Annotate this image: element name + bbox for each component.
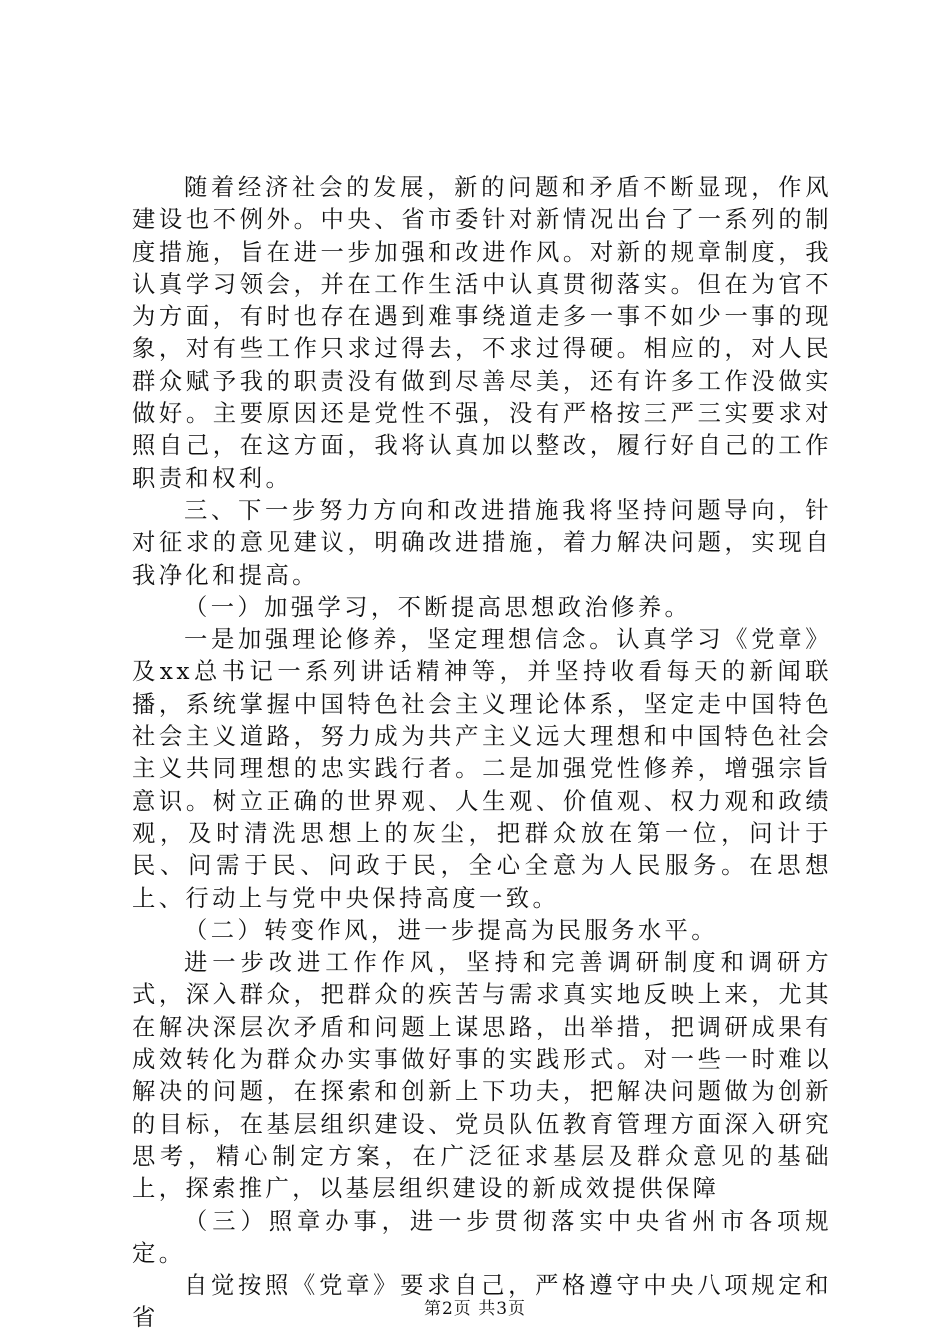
heading-regulations: （三）照章办事，进一步贯彻落实中央省州市各项规定。 [132, 1207, 832, 1267]
paragraph-research: 进一步改进工作作风，坚持和完善调研制度和调研方式，深入群众，把群众的疾苦与需求真实地反映上来，尤其在解决深层次矛盾和问题上谋思路，出举措，把调研成果有成效转化为群众办实事做好事的实践形式。对一些一时难以解决的问题，在探索和创新上下功夫，把解决问题做为创新的目标，在基层组织建设、党员队伍教育管理方面深入研究思考，精心制定方案，在广泛征求基层及群众意见的基础上，探索推广，以基层组织建设的新成效提供保障 [132, 949, 832, 1203]
paragraph-party-constitution: 自觉按照《党章》要求自己，严格遵守中央八项规定和省 [132, 1272, 832, 1332]
paragraph-theory: 一是加强理论修养，坚定理想信念。认真学习《党章》及xx总书记一系列讲话精神等，并坚持收看每天的新闻联播，系统掌握中国特色社会主义理论体系，坚定走中国特色社会主义道路，努力成为共产主义远大理想和中国特色社会主义共同理想的忠实践行者。二是加强党性修养，增强宗旨意识。树立正确的世界观、人生观、价值观、权力观和政绩观，及时清洗思想上的灰尘，把群众放在第一位，问计于民、问需于民、问政于民，全心全意为人民服务。在思想上、行动上与党中央保持高度一致。 [132, 626, 832, 912]
page-number: 第2页 共3页 [423, 1299, 527, 1319]
paragraph-work-style: 随着经济社会的发展，新的问题和矛盾不断显现，作风建设也不例外。中央、省市委针对新情况出台了一系列的制度措施，旨在进一步加强和改进作风。对新的规章制度，我认真学习领会，并在工作生活中认真贯彻落实。但在为官不为方面，有时也存在遇到难事绕道走多一事不如少一事的现象，对有些工作只求过得去，不求过得硬。相应的，对人民群众赋予我的职责没有做到尽善尽美，还有许多工作没做实做好。主要原因还是党性不强，没有严格按三严三实要求对照自己，在这方面，我将认真加以整改，履行好自己的工作职责和权利。 [132, 174, 832, 492]
heading-style-change: （二）转变作风，进一步提高为民服务水平。 [184, 916, 718, 944]
paragraph-section-three: 三、下一步努力方向和改进措施我将坚持问题导向，针对征求的意见建议，明确改进措施，着力解决问题，实现自我净化和提高。 [132, 496, 832, 589]
document-body [132, 172, 832, 1335]
heading-study: （一）加强学习，不断提高思想政治修养。 [184, 593, 692, 621]
